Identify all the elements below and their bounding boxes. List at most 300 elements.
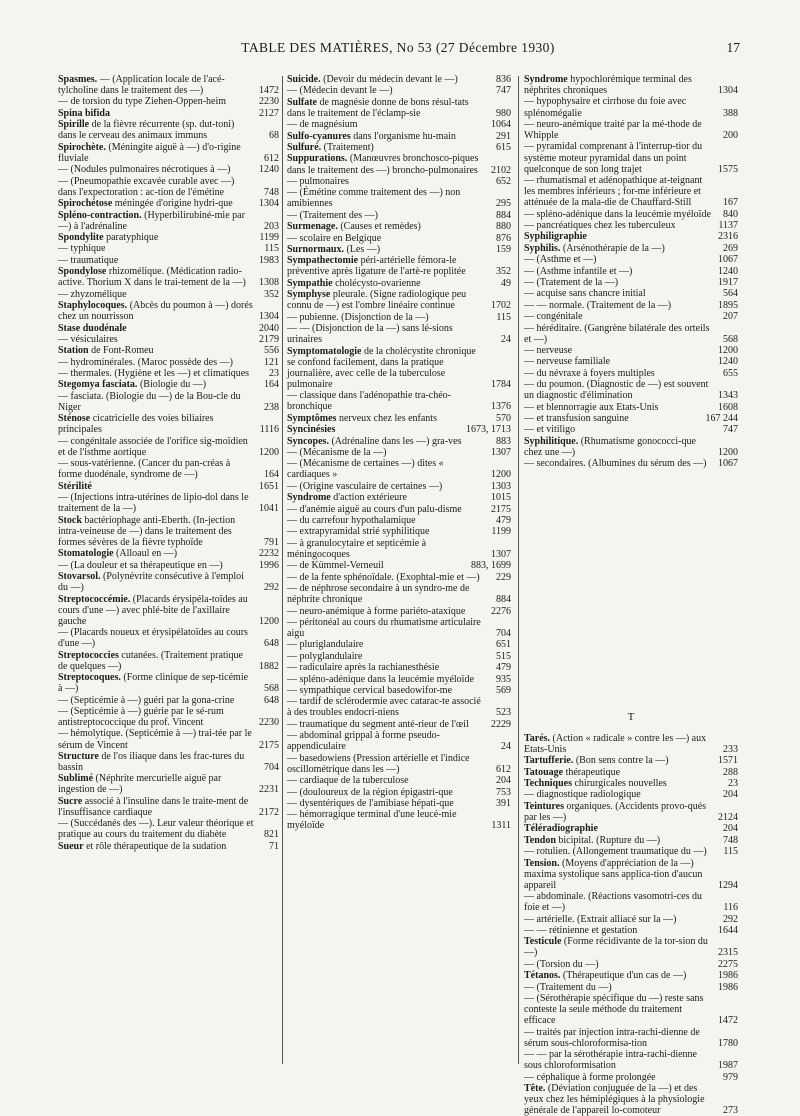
entry-text — [287, 447, 489, 458]
index-entry — [58, 627, 279, 649]
entry-text — [58, 357, 257, 368]
entry-page-number: 204 — [496, 775, 511, 787]
entry-description: — pancréatiques chez les tuberculeux — [524, 220, 676, 231]
index-entry — [524, 424, 738, 435]
entry-headword: Sublimé — [58, 773, 94, 785]
entry-headword: Sténose — [58, 413, 91, 425]
entry-description: — pulmonaires — [287, 175, 349, 187]
entry-description: (Les —) — [343, 243, 381, 255]
entry-page-number: 1307 — [491, 548, 511, 560]
index-entry — [524, 379, 738, 401]
entry-description: — congénitale associée de l'orifice sig-moïdien et de l'isthme aortique — [58, 435, 248, 458]
index-entry — [524, 925, 738, 936]
entry-text — [524, 345, 716, 356]
entry-headword: Spirille — [58, 119, 90, 131]
entry-description: — nerveuse familiale — [524, 356, 611, 368]
entry-page-number: 203 — [264, 220, 279, 232]
index-entry — [58, 728, 279, 750]
entry-description: — (Application locale de l'acé-tylcholine dans le traitement des —) — [58, 74, 225, 97]
entry-page-number: 1199 — [491, 526, 511, 538]
entry-headword: Spirochète. — [58, 141, 106, 153]
entry-headword: Spondylite — [58, 231, 104, 243]
index-entry — [287, 617, 511, 639]
entry-page-number: 651 — [496, 639, 511, 651]
entry-page-number: 840 — [723, 208, 738, 220]
index-entry — [58, 142, 279, 164]
entry-description: — (Mécanisme de la —) — [287, 446, 387, 458]
entry-description: — et blennorragie aux Etats-Unis — [524, 401, 659, 413]
entry-description: (Adrénaline dans les —) gra-ves — [328, 435, 462, 447]
entry-description: — congénitale — [524, 311, 583, 323]
entry-page-number: 1015 — [491, 492, 511, 504]
index-entry — [524, 982, 738, 993]
entry-page-number: 612 — [264, 152, 279, 164]
entry-text — [287, 617, 489, 639]
entry-description: — d'anémie aiguë au cours d'un palu-disme — [287, 503, 462, 515]
entry-text — [58, 119, 257, 141]
entry-page-number: 569 — [496, 684, 511, 696]
entry-page-number: 1304 — [718, 85, 738, 97]
index-entry — [287, 323, 511, 345]
entry-description: (Thérapeutique d'un cas de —) — [560, 970, 687, 982]
index-entry — [58, 818, 279, 840]
entry-text — [58, 458, 257, 480]
entry-text — [524, 733, 716, 755]
index-entry — [524, 436, 738, 458]
entry-page-number: 352 — [264, 288, 279, 300]
entry-description: chirurgicales nouvelles — [571, 778, 667, 790]
entry-description: — — par la sérothérapie intra-rachi-dienne sous chloroformisation — [524, 1049, 697, 1072]
entry-description: — pyramidal comprenant à l'interrup-tior du système moteur pyramidal dans un point quelconque de son long trajet — [524, 141, 703, 175]
entry-text — [524, 936, 716, 958]
entry-page-number: 2179 — [259, 333, 279, 345]
entry-description: dans l'organisme hu-main — [350, 130, 456, 142]
index-entry — [58, 334, 279, 345]
entry-page-number: 753 — [496, 786, 511, 798]
entry-text — [287, 606, 489, 617]
entry-text — [58, 492, 257, 514]
entry-headword: Syphilitique. — [524, 435, 579, 447]
entry-text — [287, 583, 489, 605]
index-entry — [524, 733, 738, 755]
entry-page-number: 1608 — [718, 401, 738, 413]
entry-text — [58, 773, 257, 795]
entry-page-number: 1996 — [259, 559, 279, 571]
entry-description: (Moyens d'appréciation de la —) maxima systolique sans applica-tion d'aucun appareil — [524, 857, 703, 891]
index-entry — [58, 357, 279, 368]
entry-description: — et vitiligo — [524, 424, 576, 436]
entry-headword: Sympathectomie — [287, 255, 359, 267]
entry-text — [287, 244, 489, 255]
entry-page-number: 1917 — [718, 276, 738, 288]
entry-description: (Hyperbilirubiné-mie par —) à l'adrénaline — [58, 209, 245, 232]
index-entry — [524, 891, 738, 913]
entry-text — [524, 970, 716, 981]
index-entry — [287, 583, 511, 605]
entry-text — [287, 233, 489, 244]
entry-headword: Teintures — [524, 800, 565, 812]
entry-text — [524, 96, 716, 118]
entry-text — [524, 141, 716, 174]
entry-page-number: 648 — [264, 694, 279, 706]
entry-page-number: 556 — [264, 345, 279, 357]
index-entry — [287, 255, 511, 277]
index-entry — [524, 846, 738, 857]
entry-page-number: 291 — [496, 130, 511, 142]
index-entry — [287, 481, 511, 492]
entry-description: (Devoir du médecin devant le —) — [320, 74, 458, 85]
entry-description: — hydrominérales. (Maroc possède des —) — [58, 356, 233, 368]
entry-text — [524, 858, 716, 891]
entry-description: de la fièvre récurrente (sp. dut-toni) dans le cerveau des animaux immuns — [58, 119, 235, 142]
entry-description: — traumatique du segment anté-rieur de l'œil — [287, 718, 469, 730]
entry-page-number: 883 — [496, 435, 511, 447]
entry-headword: Stock — [58, 514, 82, 526]
entry-description: (Forme récidivante de la tor-sion du —) — [524, 936, 708, 959]
entry-page-number: 1343 — [718, 390, 738, 402]
index-entry — [287, 312, 511, 323]
entry-page-number: 1067 — [718, 458, 738, 470]
entry-text — [524, 767, 716, 778]
index-entry — [58, 368, 279, 379]
entry-headword: Streptocoques. — [58, 672, 121, 684]
entry-headword: Symphyse — [287, 289, 331, 301]
entry-text — [58, 571, 257, 593]
entry-text — [287, 639, 489, 650]
index-entry — [287, 719, 511, 730]
entry-text — [58, 650, 257, 672]
entry-description: associé à l'insuline dans le traite-ment de l'insuffisance cardiaque — [58, 795, 249, 818]
entry-page-number: 2232 — [259, 548, 279, 560]
entry-page-number: 479 — [496, 662, 511, 674]
index-entry — [524, 311, 738, 322]
index-entry — [58, 571, 279, 593]
entry-page-number: 568 — [264, 683, 279, 695]
entry-description: de l'os iliaque dans les frac-tures du bassin — [58, 750, 245, 773]
entry-text — [58, 334, 257, 345]
entry-page-number: 68 — [269, 130, 279, 142]
entry-page-number: 1644 — [718, 924, 738, 936]
entry-description: — polyglandulaire — [287, 650, 363, 662]
entry-text — [287, 504, 489, 515]
index-entry — [287, 85, 511, 96]
index-entry — [524, 858, 738, 891]
entry-text — [524, 323, 716, 345]
page-number: 17 — [726, 40, 740, 55]
entry-text — [524, 300, 716, 311]
entry-description: — (Placards noueux et érysipélatoïdes au cours d'une —) — [58, 627, 248, 650]
entry-description: — héréditaire. (Gangrène bilatérale des orteils et —) — [524, 322, 710, 345]
entry-text — [287, 719, 489, 730]
index-entry — [287, 390, 511, 412]
entry-page-number: 1571 — [718, 755, 738, 767]
entry-description: (Néphrite mercurielle aiguë par ingestion de —) — [58, 773, 222, 796]
entry-headword: Stase duodénale — [58, 322, 127, 334]
entry-text — [524, 119, 716, 141]
entry-text — [287, 526, 489, 537]
entry-description: — dysentériques de l'amibiase hépati-que — [287, 797, 454, 809]
entry-text — [58, 323, 257, 334]
entry-text — [287, 651, 489, 662]
entry-page-number: 570 — [496, 412, 511, 424]
entry-page-number: 164 — [264, 379, 279, 391]
entry-text — [524, 231, 716, 242]
index-entry — [524, 368, 738, 379]
entry-description: — cardiaque de la tuberculose — [287, 775, 409, 787]
entry-text — [287, 323, 489, 345]
index-entry — [58, 232, 279, 243]
index-entry — [287, 685, 511, 696]
entry-description: — (Torsion du —) — [524, 958, 599, 970]
index-entry — [58, 481, 279, 492]
entry-page-number: 1240 — [718, 356, 738, 368]
entry-page-number: 1472 — [718, 1015, 738, 1027]
entry-description: rhizomélique. (Médication radio-active. Thorium X dans le trai-tement de la —) — [58, 266, 246, 289]
entry-page-number: 1784 — [491, 378, 511, 390]
index-entry — [524, 209, 738, 220]
index-entry — [524, 300, 738, 311]
entry-text — [58, 198, 257, 209]
index-entry — [58, 289, 279, 300]
entry-text — [287, 560, 471, 571]
index-entry — [524, 789, 738, 800]
index-entry — [524, 959, 738, 970]
entry-description: — — rétinienne et gestation — [524, 924, 638, 936]
entry-text — [58, 210, 257, 232]
entry-headword: Suppurations. — [287, 153, 348, 165]
index-entry — [58, 210, 279, 232]
entry-headword: Surmenage. — [287, 221, 338, 233]
entry-description: — thermales. (Hygiène et les —) et climatiques — [58, 368, 250, 380]
entry-page-number: 747 — [496, 85, 511, 97]
entry-description: — (Asthme infantile et —) — [524, 265, 633, 277]
entry-page-number: 204 — [723, 823, 738, 835]
entry-page-number: 836 — [496, 74, 511, 85]
entry-page-number: 876 — [496, 232, 511, 244]
index-entry — [524, 266, 738, 277]
entry-page-number: 1064 — [491, 119, 511, 131]
entry-text — [524, 789, 716, 800]
entry-page-number: 1199 — [259, 231, 279, 243]
index-entry — [524, 413, 738, 424]
index-entry — [287, 538, 511, 560]
entry-page-number: 1200 — [491, 469, 511, 481]
entry-description: — (Médecin devant le —) — [287, 85, 393, 97]
entry-text — [524, 458, 716, 469]
entry-headword: Tension. — [524, 857, 560, 869]
entry-description: (Abcès du poumon à —) dorés chez un nourrisson — [58, 300, 253, 323]
entry-headword: Téléradiographie — [524, 823, 598, 835]
entry-page-number: 1294 — [718, 879, 738, 891]
entry-description: — de la fente sphénoïdale. (Exophtal-mie et —) — [287, 571, 480, 583]
index-entry — [524, 288, 738, 299]
entry-text — [524, 436, 716, 458]
entry-page-number: 1304 — [259, 198, 279, 210]
entry-text — [524, 835, 716, 846]
entry-description: (Arsénothérapie de la —) — [560, 242, 665, 254]
entry-text — [524, 982, 716, 993]
index-entry — [287, 809, 511, 831]
entry-page-number: 1303 — [491, 480, 511, 492]
entry-description: — fasciata. (Biologie du —) de la Bou-cle du Niger — [58, 390, 241, 413]
entry-text — [58, 142, 257, 164]
entry-page-number: 1472 — [259, 85, 279, 97]
entry-page-number: 615 — [496, 142, 511, 154]
index-entry — [287, 131, 511, 142]
entry-text — [524, 801, 716, 823]
index-entry — [58, 650, 279, 672]
entry-text — [58, 706, 257, 728]
entry-page-number: 391 — [496, 797, 511, 809]
entry-headword: Symptomatologie — [287, 345, 362, 357]
entry-page-number: 116 — [723, 902, 738, 914]
entry-page-number: 1986 — [718, 970, 738, 982]
entry-description: de Font-Romeu — [88, 345, 154, 357]
entry-page-number: 352 — [496, 266, 511, 278]
entry-page-number: 167 — [723, 197, 738, 209]
entry-description: — zhyzomélique — [58, 288, 127, 300]
index-entry — [287, 233, 511, 244]
entry-page-number: 1240 — [259, 164, 279, 176]
index-entry — [524, 1027, 738, 1049]
entry-text — [58, 300, 257, 322]
entry-headword: Tatouage — [524, 766, 564, 778]
entry-text — [287, 696, 489, 718]
entry-description: — hémorragique terminal d'une leucé-mie myéloïde — [287, 809, 457, 832]
entry-headword: Streptococcémie. — [58, 593, 131, 605]
index-entry — [58, 243, 279, 254]
index-entry — [524, 277, 738, 288]
entry-headword: Tétanos. — [524, 970, 561, 982]
entry-page-number: 2124 — [718, 811, 738, 823]
entry-text — [58, 74, 257, 96]
entry-text — [287, 131, 489, 142]
entry-text — [58, 266, 257, 288]
entry-headword: Tarés. — [524, 732, 551, 744]
entry-description: — à granulocytaire et septicémie à méningocoques — [287, 537, 427, 560]
index-entry — [524, 755, 738, 766]
entry-headword: Syndrome — [524, 74, 568, 85]
index-entry — [58, 300, 279, 322]
index-entry — [58, 773, 279, 795]
entry-page-number: 2276 — [491, 605, 511, 617]
entry-text — [524, 402, 716, 413]
entry-description: — (Traitement des —) — [287, 209, 379, 221]
entry-text — [58, 413, 257, 435]
index-entry — [58, 198, 279, 209]
entry-page-number: 1200 — [259, 446, 279, 458]
entry-headword: Tendon — [524, 834, 556, 846]
entry-description: — secondaires. (Albumines du sérum des —) — [524, 458, 707, 470]
entry-description: — de Kümmel-Verneuil — [287, 560, 384, 572]
entry-page-number: 159 — [496, 243, 511, 255]
entry-headword: Syphilis. — [524, 242, 561, 254]
index-column-2 — [287, 74, 511, 1064]
entry-description: — abdominale. (Réactions vasomotri-ces du foie et —) — [524, 891, 703, 914]
entry-page-number: 748 — [264, 186, 279, 198]
entry-page-number: 1376 — [491, 401, 511, 413]
index-entry — [524, 119, 738, 141]
entry-text — [287, 798, 489, 809]
index-entry — [58, 672, 279, 694]
entry-description: — pluriglandulaire — [287, 639, 364, 651]
entry-page-number: 295 — [496, 198, 511, 210]
entry-text — [58, 379, 257, 390]
index-entry — [524, 936, 738, 958]
entry-page-number: 1983 — [259, 254, 279, 266]
entry-page-number: 747 — [723, 424, 738, 436]
entry-description: méningée d'origine hydri-que — [112, 198, 233, 210]
entry-headword: Testicule — [524, 936, 562, 948]
entry-text — [287, 572, 489, 583]
entry-page-number: 980 — [496, 107, 511, 119]
entry-description: — du carrefour hypothalamique — [287, 514, 416, 526]
index-entry — [58, 594, 279, 627]
entry-page-number: 935 — [496, 673, 511, 685]
entry-text — [287, 176, 489, 187]
index-entry — [287, 787, 511, 798]
index-entry — [58, 548, 279, 559]
entry-text — [524, 288, 716, 299]
index-entry — [58, 119, 279, 141]
entry-headword: Sympathie — [287, 277, 333, 289]
entry-text — [287, 153, 489, 175]
entry-description: — acquise sans chancre initial — [524, 288, 646, 300]
index-entry — [58, 413, 279, 435]
entry-page-number: 49 — [501, 277, 511, 289]
entry-page-number: 115 — [264, 243, 279, 255]
entry-page-number: 24 — [501, 334, 511, 346]
entry-text — [287, 730, 489, 752]
entry-text — [58, 548, 257, 559]
entry-description: (Forme clinique de sep-ticémie à —) — [58, 672, 249, 695]
entry-description: — rotulien. (Allongement traumatique du —) — [524, 846, 707, 858]
entry-text — [524, 1072, 716, 1083]
entry-text — [58, 436, 257, 458]
entry-description: — spléno-adénique dans la leucémie myéloïde — [524, 208, 711, 220]
section-letter-heading: T — [627, 710, 635, 723]
entry-page-number: 167 244 — [705, 413, 738, 425]
entry-page-number: 121 — [264, 356, 279, 368]
entry-text — [524, 209, 716, 220]
entry-text — [524, 266, 716, 277]
entry-text — [524, 379, 716, 401]
entry-text — [58, 255, 257, 266]
entry-text — [58, 345, 257, 356]
entry-page-number: 1200 — [718, 345, 738, 356]
entry-text — [287, 481, 489, 492]
entry-description: — abdominal grippal à forme pseudo-appendiculaire — [287, 730, 441, 753]
entry-headword: Spléno-contraction. — [58, 209, 142, 221]
entry-description: (Causes et remèdes) — [337, 221, 421, 233]
index-entry — [287, 492, 511, 503]
entry-headword: Sucre — [58, 795, 83, 807]
index-entry — [287, 526, 511, 537]
entry-description: — (Pneumopathie excavée curable avec —) dans l'expectoration : ac-tion de l'émétine — [58, 175, 235, 198]
index-entry — [524, 175, 738, 208]
entry-text — [58, 232, 257, 243]
index-entry — [58, 515, 279, 548]
entry-text — [287, 221, 489, 232]
entry-page-number: 1308 — [259, 277, 279, 289]
entry-text — [524, 243, 716, 254]
entry-text — [58, 627, 257, 649]
index-columns — [58, 74, 738, 1116]
entry-description: hypochlorémique terminal des néphrites chroniques — [524, 74, 692, 97]
entry-page-number: 1116 — [259, 424, 279, 436]
entry-page-number: 2175 — [259, 739, 279, 751]
index-entry — [58, 436, 279, 458]
